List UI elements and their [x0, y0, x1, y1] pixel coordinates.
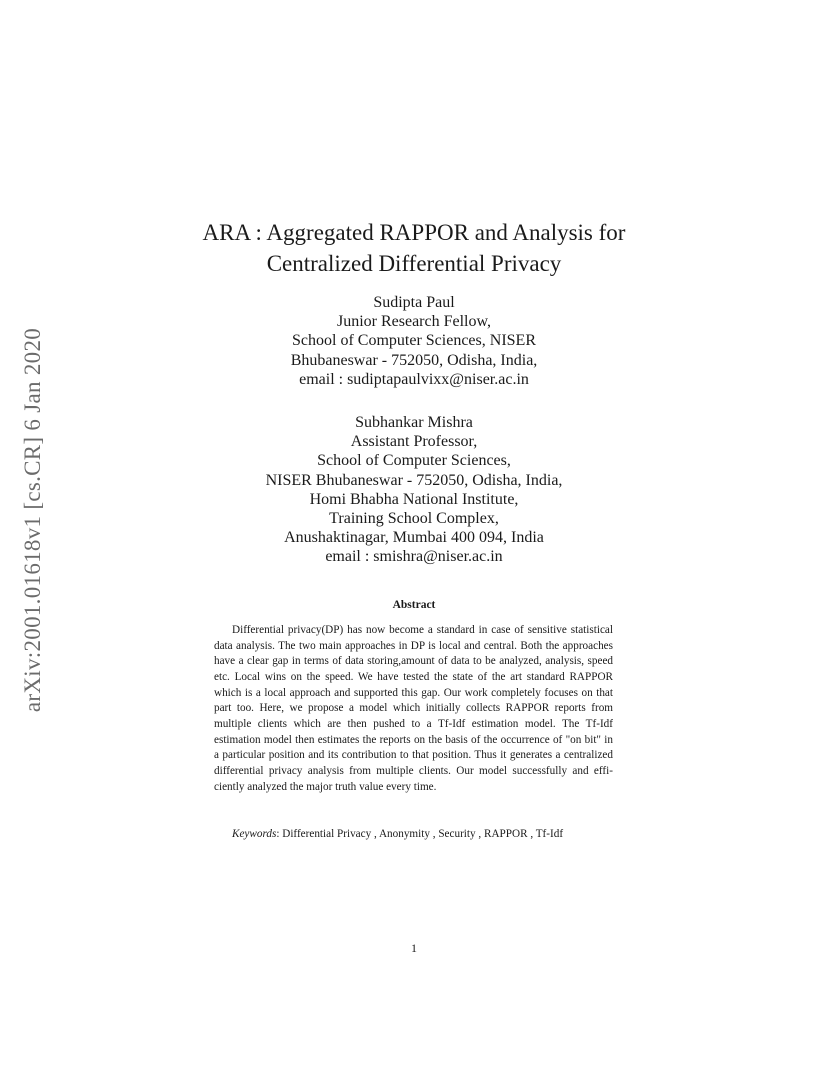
author-name: Sudipta Paul: [373, 294, 455, 311]
author-affiliation-line: School of Computer Sciences,: [317, 452, 511, 470]
paper-title: [114, 217, 714, 279]
author-name: Subhankar Mishra: [355, 414, 473, 431]
author-block-2: [164, 413, 664, 567]
abstract-heading: Abstract: [392, 599, 436, 611]
author-affiliation-line: Homi Bhabha National Institute,: [309, 490, 519, 508]
abstract-body: Differential privacy(DP) has now become a standard in case of sensitive statistical data analysis. The two main approaches in DP is local and central. Both the approaches have a clear gap in terms of data storing,amount of data to be analyzed, analysis, speed etc. Local wins on the speed. We have tested the state of the art standard RAPPOR which is a local approach and supported this gap. Our work completely focuses on that part too. Here, we propose a model which initially collects RAPPOR reports from multiple clients which are then pushed to a Tf-Idf estimation model. The Tf-Idf estimation model then estimates the reports on the basis of the occurrence of "on bit" in a particular position and its contribution to that position. Thus it generates a centralized differential privacy analysis from multiple clients. Our model successfully and efficiently analyzed the major truth value every time.: [214, 624, 613, 793]
author-affiliation-line: Assistant Professor,: [350, 433, 478, 451]
author-affiliation-line: NISER Bhubaneswar - 752050, Odisha, India,: [265, 471, 563, 489]
author-affiliation-line: Junior Research Fellow,: [336, 313, 492, 331]
paper-title-line-2: Centralized Differential Privacy: [266, 251, 562, 276]
author-affiliation-line: Bhubaneswar - 752050, Odisha, India,: [290, 351, 538, 369]
keywords: [214, 827, 613, 843]
author-email: email : smishra@niser.ac.in: [325, 548, 503, 566]
arxiv-identifier-stamp: arXiv:2001.01618v1 [cs.CR] 6 Jan 2020: [20, 327, 45, 713]
page-number: 1: [411, 941, 417, 955]
author-affiliation-line: School of Computer Sciences, NISER: [292, 332, 536, 350]
author-affiliation-line: Anushaktinagar, Mumbai 400 094, India: [284, 529, 544, 547]
author-block-1: [164, 293, 664, 389]
keywords-text: : Differential Privacy , Anonymity , Security , RAPPOR , Tf-Idf: [276, 828, 564, 840]
paper-title-line-1: ARA : Aggregated RAPPOR and Analysis for: [202, 220, 626, 245]
author-email: email : sudiptapaulvixx@niser.ac.in: [299, 370, 529, 388]
keywords-label: Keywords: [232, 828, 277, 840]
author-affiliation-line: Training School Complex,: [329, 510, 499, 528]
